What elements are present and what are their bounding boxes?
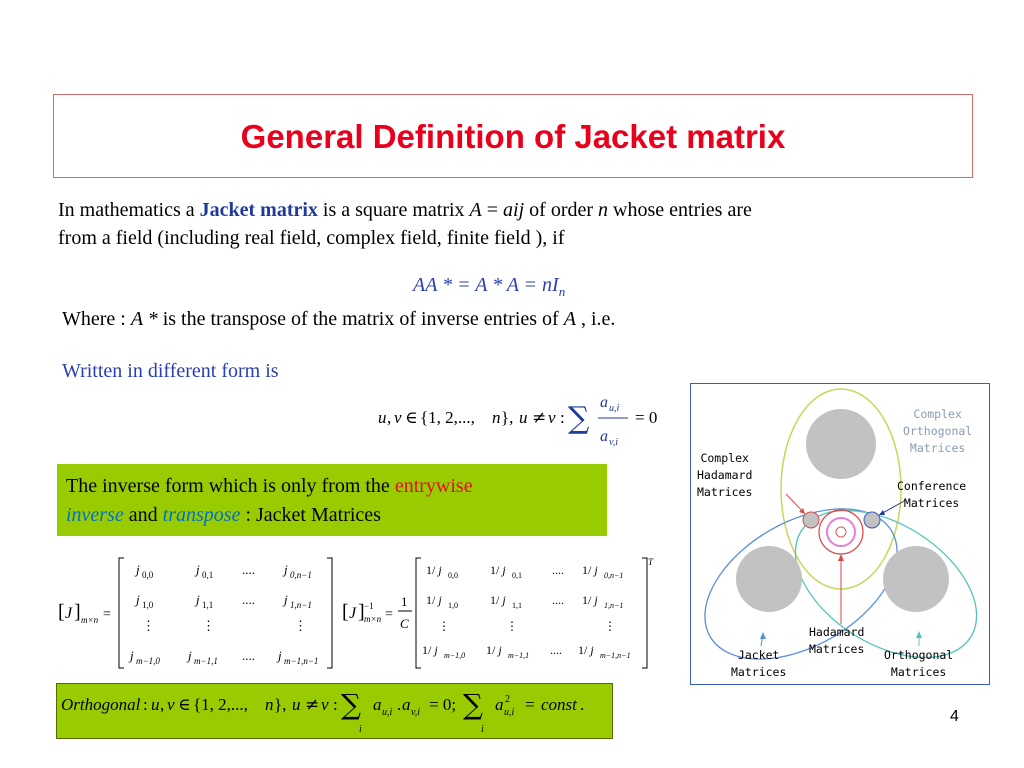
intro-aij: aij: [503, 199, 525, 221]
complex-orthogonal-line-2: Orthogonal: [903, 424, 973, 438]
disk-right: [883, 546, 949, 612]
svg-text:∑: ∑: [568, 401, 590, 436]
svg-text:1/ j: 1/ j: [486, 643, 502, 657]
svg-text:⋮: ⋮: [438, 619, 450, 633]
inverse-text-1: The inverse form which is only from the: [66, 475, 395, 497]
matrix-j-inverse: [340, 552, 660, 674]
svg-text:1/ j: 1/ j: [582, 563, 598, 577]
matrix-class-venn-diagram: [690, 383, 990, 685]
svg-text:,: ,: [160, 695, 165, 714]
svg-text:m×n: m×n: [364, 614, 382, 624]
svg-text:0,1: 0,1: [512, 571, 522, 580]
svg-text:....: ....: [552, 563, 564, 577]
svg-text:u,i: u,i: [609, 403, 620, 414]
where-text-3: , i.e.: [575, 308, 616, 330]
svg-text:1/ j: 1/ j: [490, 593, 506, 607]
svg-text:j: j: [136, 592, 140, 607]
svg-text:Orthogonal: Orthogonal: [61, 695, 141, 714]
svg-text:⋮: ⋮: [142, 618, 155, 633]
svg-text:⋮: ⋮: [294, 618, 307, 633]
svg-text:[: [: [342, 601, 349, 623]
svg-text:1,1: 1,1: [202, 600, 214, 610]
svg-text:2: 2: [505, 694, 510, 705]
svg-text:= 0;: = 0;: [429, 695, 457, 714]
svg-text:j: j: [284, 592, 288, 607]
svg-text:u,i: u,i: [504, 707, 515, 718]
svg-text:a: a: [495, 695, 504, 714]
svg-text:n: n: [265, 695, 274, 714]
intro-n: n: [598, 199, 609, 221]
svg-text:const: const: [541, 695, 577, 714]
conference-label: [897, 478, 966, 512]
svg-text:⋮: ⋮: [506, 619, 518, 633]
svg-text:m−1,0: m−1,0: [444, 651, 466, 660]
svg-text:C: C: [400, 616, 409, 631]
intro-text-2: is a square matrix: [317, 199, 470, 221]
svg-text:1,0: 1,0: [142, 600, 154, 610]
svg-text:j: j: [284, 562, 288, 577]
svg-text:....: ....: [242, 562, 255, 577]
svg-text:i: i: [481, 724, 484, 735]
svg-text:J: J: [349, 605, 357, 622]
svg-text:u: u: [292, 695, 301, 714]
orthogonal-label: [884, 647, 953, 681]
svg-text:a: a: [373, 695, 382, 714]
svg-text:,: ,: [387, 408, 392, 427]
svg-text:≠: ≠: [305, 695, 320, 715]
svg-text:≠: ≠: [532, 408, 547, 428]
intro-eq: =: [481, 199, 504, 221]
svg-text:v: v: [321, 695, 329, 714]
svg-text:....: ....: [550, 643, 562, 657]
inverse-and: and: [123, 504, 163, 526]
svg-text:v,i: v,i: [411, 707, 420, 718]
svg-text:⋮: ⋮: [202, 618, 215, 633]
svg-text:1/ j: 1/ j: [490, 563, 506, 577]
hadamard-line-2: Matrices: [809, 642, 865, 656]
jacket-line-1: Jacket: [737, 648, 780, 662]
svg-text:1/ j: 1/ j: [578, 643, 594, 657]
svg-text:v: v: [394, 408, 402, 427]
inverse-form-box: [57, 464, 607, 536]
svg-text:j: j: [188, 648, 192, 663]
complex-hadamard-line-1: Complex: [700, 451, 749, 465]
where-text-1: Where :: [62, 308, 131, 330]
disk-top: [806, 409, 876, 479]
svg-text:i: i: [359, 724, 362, 735]
where-a-star: A *: [130, 308, 158, 330]
intro-a: A: [469, 199, 482, 221]
svg-text:u: u: [378, 408, 387, 427]
svg-text:....: ....: [242, 592, 255, 607]
svg-text:= 0: = 0: [635, 408, 658, 427]
svg-text:1/ j: 1/ j: [422, 643, 438, 657]
svg-text:=: =: [103, 607, 111, 622]
svg-text:},: },: [274, 695, 287, 714]
svg-text:a: a: [600, 428, 608, 445]
main-equation-sub: n: [558, 284, 566, 299]
svg-text:j: j: [196, 592, 200, 607]
svg-text:u: u: [519, 408, 528, 427]
svg-text:∑: ∑: [463, 688, 483, 721]
svg-text:m×n: m×n: [81, 615, 99, 625]
page-number: 4: [950, 708, 959, 725]
orthogonal-line-2: Matrices: [890, 665, 947, 679]
svg-text:⋮: ⋮: [604, 619, 616, 633]
svg-text:m−1,n−1: m−1,n−1: [600, 651, 631, 660]
intro-text-3: of order: [524, 199, 599, 221]
svg-text:u,i: u,i: [382, 707, 393, 718]
complex-hadamard-line-3: Matrices: [697, 485, 753, 499]
jacket-label: [731, 647, 786, 681]
complex-hadamard-label: [697, 450, 752, 501]
orthogonal-line-1: Orthogonal: [884, 648, 954, 662]
complex-orthogonal-line-3: Matrices: [909, 441, 966, 455]
svg-text:j: j: [196, 562, 200, 577]
svg-text:j: j: [130, 648, 134, 663]
svg-text:.: .: [580, 695, 585, 714]
svg-text:....: ....: [552, 593, 564, 607]
svg-text:=: =: [525, 695, 535, 714]
svg-text:[: [: [58, 601, 65, 623]
svg-text:v: v: [548, 408, 556, 427]
svg-text:0,1: 0,1: [202, 570, 214, 580]
where-a: A: [563, 308, 576, 330]
title-box: [53, 94, 973, 178]
svg-text:0,0: 0,0: [448, 571, 458, 580]
entrywise-term: entrywise: [394, 475, 473, 497]
svg-text:v,i: v,i: [609, 437, 618, 448]
inverse-term: inverse: [66, 504, 124, 526]
svg-text:m−1,1: m−1,1: [508, 651, 530, 660]
svg-text:0,n−1: 0,n−1: [290, 570, 312, 580]
svg-text:∈: ∈: [178, 695, 191, 715]
intro-line-2: from a field (including real field, complex field, finite field ), if: [58, 227, 565, 249]
hadamard-line-1: Hadamard: [809, 625, 865, 639]
small-disk-right: [864, 512, 880, 528]
svg-text:n: n: [492, 408, 501, 427]
orthogonal-condition-box: [56, 683, 613, 739]
complex-orthogonal-line-1: Complex: [913, 407, 962, 421]
svg-text:m−1,n−1: m−1,n−1: [284, 656, 319, 666]
svg-text:{1, 2,...,: {1, 2,...,: [420, 408, 475, 427]
svg-text:{1, 2,...,: {1, 2,...,: [193, 695, 248, 714]
conference-line-2: Matrices: [903, 496, 960, 510]
conference-line-1: Conference: [897, 479, 967, 493]
slide-title: General Definition of Jacket matrix: [240, 118, 786, 155]
svg-text:=: =: [385, 607, 393, 622]
svg-text:},: },: [501, 408, 514, 427]
svg-text:∈: ∈: [405, 408, 418, 428]
svg-text:a: a: [600, 394, 608, 411]
svg-text:u: u: [151, 695, 160, 714]
svg-text:0,0: 0,0: [142, 570, 154, 580]
svg-text:−1: −1: [364, 601, 374, 611]
svg-text::: :: [143, 695, 148, 714]
svg-text:0,n−1: 0,n−1: [604, 571, 624, 580]
svg-text:1,1: 1,1: [512, 601, 522, 610]
disk-left: [736, 546, 802, 612]
svg-text:1: 1: [401, 594, 408, 609]
written-label: Written in different form is: [62, 360, 279, 382]
svg-text:.: .: [397, 695, 402, 714]
svg-text:j: j: [136, 562, 140, 577]
complex-orthogonal-label: [903, 406, 972, 457]
svg-text:a: a: [402, 695, 411, 714]
hadamard-label: [809, 624, 864, 658]
intro-paragraph: [58, 196, 978, 252]
main-equation-text: AA * = A * A = nI: [413, 274, 559, 296]
svg-text:1,0: 1,0: [448, 601, 458, 610]
svg-text:1,n−1: 1,n−1: [604, 601, 624, 610]
matrix-j: [56, 552, 346, 674]
svg-text:∑: ∑: [341, 688, 361, 721]
sum-formula: [370, 388, 670, 450]
jacket-line-2: Matrices: [731, 665, 787, 679]
svg-text:....: ....: [242, 648, 255, 663]
svg-text:m−1,0: m−1,0: [136, 656, 160, 666]
jacket-matrix-term: Jacket matrix: [199, 199, 318, 221]
svg-text:m−1,1: m−1,1: [194, 656, 218, 666]
where-text-2: is the transpose of the matrix of inverse entries of: [157, 308, 564, 330]
inverse-text-2: : Jacket Matrices: [240, 504, 381, 526]
svg-text:J: J: [65, 605, 73, 622]
orthogonal-formula: [57, 684, 612, 738]
where-line: [62, 305, 615, 333]
svg-text::: :: [560, 408, 565, 427]
center-dot: [836, 527, 846, 537]
svg-text::: :: [333, 695, 338, 714]
complex-hadamard-line-2: Hadamard: [697, 468, 753, 482]
svg-text:1,n−1: 1,n−1: [290, 600, 312, 610]
transpose-term: transpose: [162, 504, 241, 526]
svg-text:1/ j: 1/ j: [582, 593, 598, 607]
main-equation: [413, 274, 565, 300]
intro-text-4: whose entries are: [608, 199, 752, 221]
svg-text:j: j: [278, 648, 282, 663]
svg-text:]: ]: [358, 601, 365, 623]
intro-text-1: In mathematics a: [58, 199, 200, 221]
svg-text:1/ j: 1/ j: [426, 593, 442, 607]
svg-text:]: ]: [74, 601, 81, 623]
svg-text:1/ j: 1/ j: [426, 563, 442, 577]
svg-text:v: v: [167, 695, 175, 714]
small-disk-left: [803, 512, 819, 528]
svg-text:T: T: [648, 557, 654, 567]
